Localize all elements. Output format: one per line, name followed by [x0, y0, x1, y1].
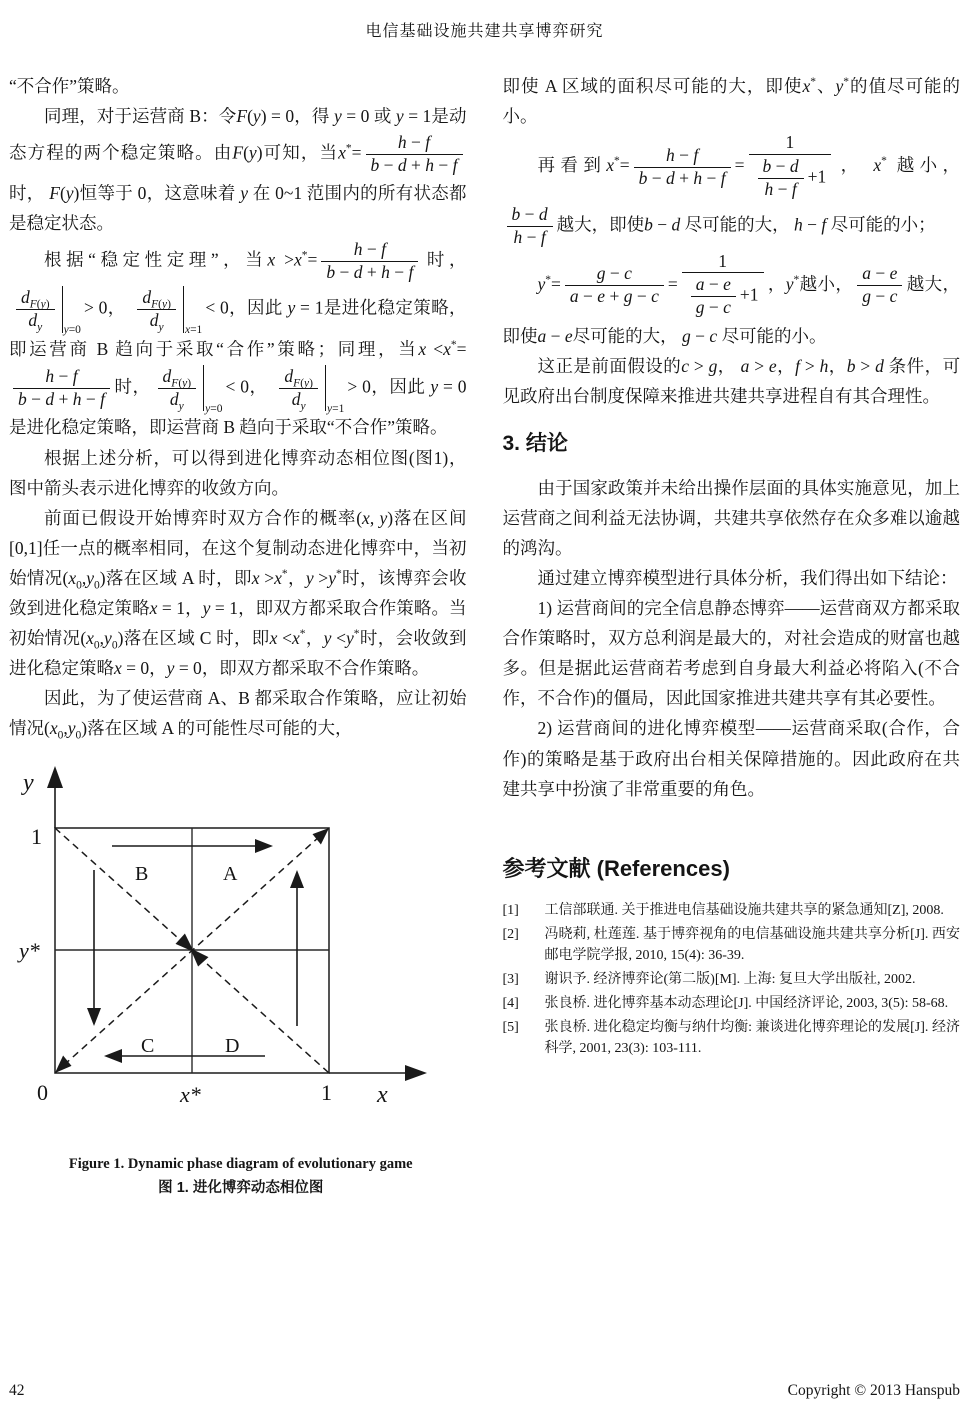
reference-number: [5] [502, 1020, 519, 1036]
fraction: $\frac{g - c}{a - e + g - c}$ [565, 263, 664, 308]
flow-arrow-bottom-left [104, 1049, 265, 1063]
origin-label: 0 [37, 1079, 48, 1105]
x-star-label: x* [180, 1081, 201, 1107]
references-list [503, 900, 961, 1059]
reference-text: 张良桥. 进化博弈基本动态理论[J]. 中国经济评论, 2003, 3(5): 58-68. [544, 996, 949, 1012]
arrow-to-0-0 [55, 1055, 72, 1073]
fraction: $\frac{b - d}{h - f}$ [758, 156, 804, 201]
arrow-into-center-lower [190, 948, 209, 967]
fraction: $\frac{a - e}{g - c}$ [691, 274, 736, 319]
fraction: $\frac{h - f}{b - d + h - f}$ [321, 239, 418, 284]
paragraph: 通过建立博弈模型进行具体分析，我们得出如下结论： [537, 567, 958, 588]
paragraph: 即使 A 区域的面积尽可能的大，即使x*、y*的值尽可能的小。 [502, 76, 961, 127]
left-column [9, 71, 467, 1197]
paragraph: 这正是前面假设的c > g， a > e，f > h，b > d 条件，可见政府出台制度保障来推进共建共享进程自有其合理性。 [502, 356, 961, 407]
reference-text: 谢识予. 经济博弈论(第二版)[M]. 上海: 复旦大学出版社, 2002. [544, 972, 916, 988]
section-heading: 参考文献 (References) [502, 855, 730, 881]
reference-item [503, 924, 961, 966]
fraction: $\frac{b - d}{h - f}$ [507, 204, 553, 249]
two-column-body [0, 71, 969, 1197]
paragraph: y*= $\frac{g - c}{a - e + g - c}$ = 1 $\frac{a - e}{g - c}$ +1 ，y*越小， $\frac{a - e}{g - c}$ 越大，即使a − e尽可能的大， g − c 尽可能的小。 [502, 250, 961, 347]
copyright-notice: Copyright © 2013 Hanspub [787, 1382, 960, 1399]
paragraph: 同理，对于运营商 B：令F(y) = 0，得 y = 0 或 y = 1是动态方程的两个稳定策略。由F(y)可知，当x*= $\frac{h - f}{b - d + h - f}$ 时， F(y)恒等于 0，这意味着 y 在 0~1 范围内的所有状态都是稳定状态。 [9, 106, 467, 234]
fraction: $\frac{h - f}{b - d + h - f}$ [13, 366, 110, 411]
paragraph: 1) 运营商间的完全信息静态博弈——运营商双方都采取合作策略时，双方总利润是最大的，对社会造成的财富也越多。但是据此运营商若考虑到自身最大利益必将陷入(不合作，不合作)的僵局，因此国家推进共建共享有其必要性。 [502, 598, 960, 709]
reference-item [503, 993, 961, 1014]
figure-1 [15, 758, 467, 1197]
page-footer [9, 1382, 960, 1400]
x-axis-arrowhead [405, 1065, 427, 1081]
figure-caption-en: Figure 1. Dynamic phase diagram of evolutionary game [68, 1155, 413, 1172]
paragraph: 再看到x*= $\frac{h - f}{b - d + h - f}$ = 1 $\frac{b - d}{h - f}$ +1 ， x* 越小， $\frac{b - d}{h - f}$ 越大，即使b − d 尽可能的大， h − f 尽可能的小； [503, 131, 961, 249]
reference-text: 冯晓莉, 杜莲莲. 基于博弈视角的电信基础设施共建共享分析[J]. 西安邮电学院学报, 2010, 15(4): 36-39. [544, 927, 960, 964]
region-d-label: D [225, 1034, 240, 1057]
reference-number: [2] [502, 927, 519, 943]
derivative-eval: $\frac{d_{F(y)}}{d_y}$ $_{y=0}$ [154, 365, 223, 412]
page-number: 42 [9, 1382, 25, 1399]
paragraph: 根据上述分析，可以得到进化博弈动态相位图(图1)，图中箭头表示进化博弈的收敛方向。 [9, 447, 467, 498]
reference-item [503, 900, 961, 921]
reference-item [503, 1017, 961, 1059]
right-column [503, 71, 961, 1197]
derivative-eval: $\frac{d_{F(y)}}{d_y}$ $_{x=1}$ [133, 286, 202, 333]
paper-title: 电信基础设施共建共享博弈研究 [365, 23, 604, 40]
region-b-label: B [135, 862, 149, 885]
paragraph: 由于国家政策并未给出操作层面的具体实施意见，加上运营商之间利益无法协调，共建共享依然存在众多难以逾越的鸿沟。 [502, 477, 960, 558]
reference-number: [3] [502, 972, 519, 988]
y-axis-arrowhead [47, 766, 63, 788]
reference-text: 张良桥. 进化稳定均衡与纳什均衡: 兼谈进化博弈理论的发展[J]. 经济科学, 2001, 23(3): 103-111. [544, 1020, 960, 1057]
paragraph: 根据“稳定性定理”，当x >x*= $\frac{h - f}{b - d + h - f}$ 时， $\frac{d_{F(y)}}{d_y}$ $_{y=0}$ > 0， $\frac{d_{F(y)}}{d_y}$ $_{x=1}$ < 0，因此 y = 1是进化稳定策略，即运营商 B 趋向于采取“合作”策略；同理，当x <x*= $\frac{h - f}{b - d + h - f}$ 时， $\frac{d_{F(y)}}{d_y}$ $_{y=0}$ < 0， $\frac{d_{F(y)}}{d_y}$ $_{y=1}$ > 0，因此 y = 0 是进化稳定策略，即运营商 B 趋向于采取“不合作”策略。 [9, 239, 467, 438]
flow-arrow-right-up [290, 870, 304, 1026]
figure-caption-zh: 图 1. 进化博弈动态相位图 [158, 1179, 324, 1196]
paragraph: “不合作”策略。 [9, 76, 130, 96]
paragraph: 前面已假设开始博弈时双方合作的概率(x, y)落在区间[0,1]任一点的概率相同，在这个复制动态进化博弈中，当初始情况$(x_0,y_0)$落在区域 A 时，即x >x*，y >y*时，该博弈会收敛到进化稳定策略x = 1，y = 1，即双方都采取合作策略。当初始情况$(x_0,y_0)$落在区域 C 时，即x <x*，y <y*时，会收敛到进化稳定策略x = 0，y = 0，即双方都采取不合作策略。 [9, 507, 467, 679]
paragraph: 因此，为了使运营商 A、B 都采取合作策略，应让初始情况$(x_0,y_0)$落在区域 A 的可能性尽可能的大， [9, 688, 467, 742]
paragraph: 2) 运营商间的进化博弈模型——运营商采取(合作，合作)的策略是基于政府出台相关保障措施的。因此政府在共建共享中扮演了非常重要的角色。 [502, 718, 960, 799]
region-c-label: C [141, 1034, 155, 1057]
reference-item [503, 969, 961, 990]
phase-diagram [15, 758, 445, 1150]
y-axis-label: y [23, 769, 34, 796]
fraction: 1 $\frac{b - d}{h - f}$ +1 [749, 132, 832, 202]
reference-number: [1] [502, 903, 519, 919]
flow-arrow-left-down [87, 870, 101, 1026]
region-a-label: A [223, 862, 238, 885]
fraction: $\frac{a - e}{g - c}$ [857, 263, 902, 308]
derivative-eval: $\frac{d_{F(y)}}{d_y}$ $_{y=0}$ [12, 286, 81, 333]
derivative-eval: $\frac{d_{F(y)}}{d_y}$ $_{y=1}$ [275, 365, 344, 412]
tick-one-bottom: 1 [321, 1079, 332, 1105]
x-axis-label: x [377, 1081, 388, 1108]
y-star-label: y* [19, 937, 40, 963]
fraction: $\frac{h - f}{b - d + h - f}$ [634, 145, 731, 190]
arrow-to-1-1 [313, 828, 330, 845]
reference-text: 工信部联通. 关于推进电信基础设施共建共享的紧急通知[Z], 2008. [544, 903, 944, 919]
fraction: $\frac{h - f}{b - d + h - f}$ [366, 132, 463, 177]
left-column-text [9, 71, 467, 744]
reference-number: [4] [502, 996, 519, 1012]
tick-one-left: 1 [31, 823, 42, 849]
fraction: 1 $\frac{a - e}{g - c}$ +1 [682, 251, 764, 321]
figure-caption [15, 1156, 467, 1197]
page-header [0, 0, 969, 41]
section-heading: 3. 结论 [502, 432, 568, 456]
